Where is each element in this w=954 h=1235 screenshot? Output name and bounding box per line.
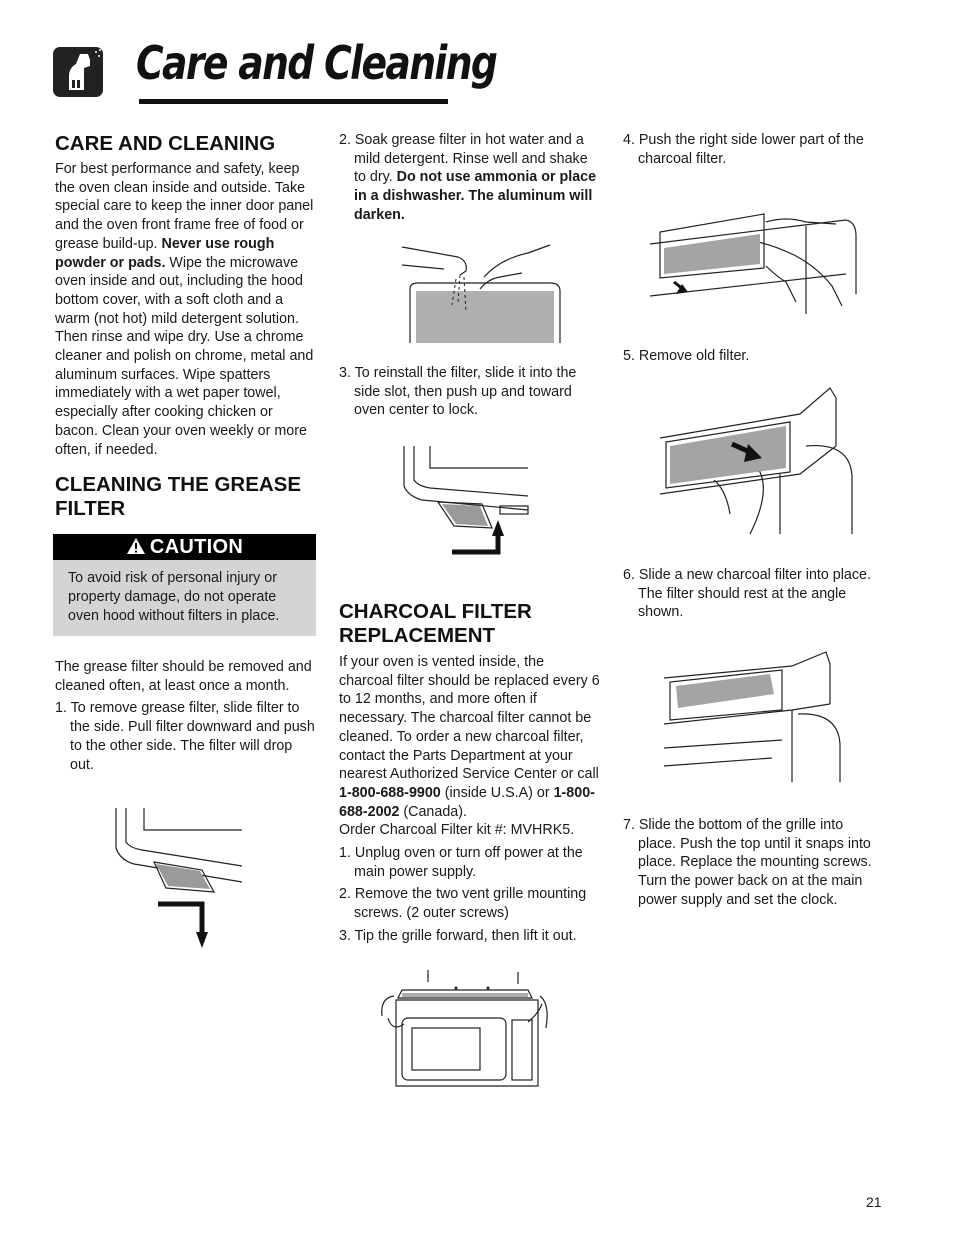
- charcoal-step-1: 1. Unplug oven or turn off power at the main power supply.: [339, 845, 583, 880]
- column-middle-top: [339, 131, 601, 225]
- care-paragraph: For best performance and safety, keep the oven clean inside and outside. Take special care to keep the inner door panel and the oven front frame free of food or grease build-up. Never use rough powder or pads. Wipe the microwave oven inside and out, including the hood bottom cover, with a soft cloth and a warm (not hot) mild detergent solution. Then rinse and wipe dry. Use a chrome cleaner and polish on chrome, metal and aluminum surfaces. Wipe spatters immediately with a wet paper towel, especially after cooking chicken or bacon. Clean your oven weekly or more often, if needed.: [55, 161, 314, 458]
- grease-step-2: 2. Soak grease filter in hot water and a mild detergent. Rinse well and shake to dry. Do not use ammonia or place in a dishwasher. The aluminum will darken.: [339, 132, 597, 223]
- charcoal-step-5: 5. Remove old filter.: [623, 348, 750, 364]
- title-underline: [139, 99, 448, 104]
- charcoal-step-7: 7. Slide the bottom of the grille into place. Push the top until it snaps into place. Replace the mounting screws. Turn the power back on at the main power supply and set the clock.: [623, 817, 872, 908]
- warning-rough-powder: Never use rough powder or pads.: [55, 235, 275, 271]
- column-left: [55, 132, 317, 521]
- column-right-bottom: [623, 816, 885, 910]
- figure-remove-old-filter: [650, 384, 856, 542]
- figure-reinstall-filter: [402, 446, 530, 562]
- phone-canada: 1-800-688-2002: [339, 784, 595, 820]
- charcoal-step-2: 2. Remove the two vent grille mounting screws. (2 outer screws): [339, 886, 587, 922]
- charcoal-step-4: 4. Push the right side lower part of the charcoal filter.: [623, 132, 864, 167]
- column-middle-lower: [339, 600, 601, 946]
- heading-care-and-cleaning: CARE AND CLEANING: [55, 132, 276, 155]
- page-number: 21: [866, 1194, 882, 1210]
- warning-ammonia: Do not use ammonia or place in a dishwasher. The aluminum will darken.: [354, 169, 597, 223]
- column-left-lower: [55, 658, 317, 774]
- charcoal-step-3: 3. Tip the grille forward, then lift it out.: [339, 927, 577, 944]
- column-middle-mid: [339, 364, 601, 420]
- grease-step-3: 3. To reinstall the filter, slide it into the side slot, then push up and toward oven center to lock.: [339, 365, 577, 419]
- column-right-lower: [623, 566, 885, 622]
- heading-cleaning-grease-filter: CLEANING THE GREASE FILTER: [55, 473, 302, 521]
- column-right-top: [623, 131, 885, 168]
- caution-box: [53, 534, 316, 636]
- page-title: Care and Cleaning: [136, 36, 497, 90]
- figure-tip-grille: [378, 968, 550, 1090]
- spray-bottle-icon: [52, 46, 104, 98]
- figure-push-charcoal-filter: [646, 186, 858, 322]
- column-right-mid: [623, 347, 885, 366]
- caution-header: CAUTION: [53, 534, 316, 560]
- grease-intro: The grease filter should be removed and cleaned often, at least once a month.: [55, 659, 312, 694]
- grease-step-1: 1. To remove grease filter, slide filter to the side. Pull filter downward and push to the other side. The filter will drop out.: [55, 700, 315, 773]
- phone-usa: 1-800-688-9900: [339, 784, 441, 801]
- heading-charcoal-filter: CHARCOAL FILTER REPLACEMENT: [339, 600, 532, 647]
- charcoal-step-6: 6. Slide a new charcoal filter into place. The filter should rest at the angle shown.: [623, 567, 871, 621]
- filter-kit-number: Order Charcoal Filter kit #: MVHRK5.: [339, 822, 575, 839]
- charcoal-paragraph: If your oven is vented inside, the charcoal filter should be replaced every 6 to 12 months, and more often if necessary. The charcoal filter cannot be cleaned. To order a new charcoal filter, contact the Parts Department at your nearest Authorized Service Center or call 1-800-688-9900 (inside U.S.A) or 1-800-688-2002 (Canada).: [339, 654, 600, 820]
- figure-soak-filter: [400, 243, 568, 345]
- figure-new-charcoal-filter: [662, 648, 846, 784]
- figure-grease-filter-removal: [114, 808, 244, 950]
- warning-triangle-icon: [126, 536, 146, 562]
- caution-text: To avoid risk of personal injury or property damage, do not operate oven hood without filters in place.: [53, 560, 316, 636]
